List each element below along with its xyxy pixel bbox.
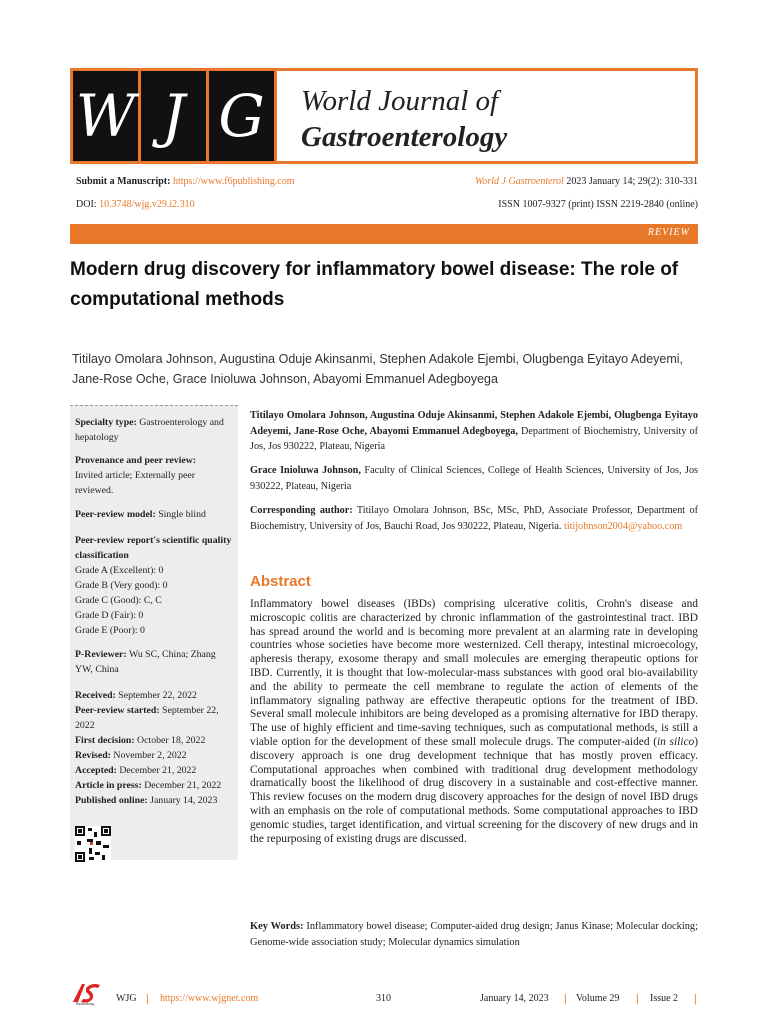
accepted-date — [75, 763, 235, 778]
masthead-letter: G — [218, 82, 265, 150]
in-press-date — [75, 778, 235, 793]
submit-line — [76, 176, 295, 187]
grade-entry: Grade C (Good): C, C — [75, 595, 162, 606]
corresponding-author — [250, 503, 698, 534]
doi-line — [76, 199, 195, 210]
abstract-text-part1: Inflammatory bowel diseases (IBDs) comprising ulcerative colitis, Crohn's disease and microscopic colitis are characterized by chronic inflammation of the gastrointestinal tract. IBD has spread around the world and is becoming more prevalent at an alarming rate in developing countries whose societies have become more westernized. Cell therapy, intestinal microecology, apheresis therapy, exosome therapy and small molecules are emerging therapeutic options for IBD. Currently, it is thought that low-molecular-mass substances with good oral bio-availability and the ability to permeate the cell membrane to regulate the action of elements of the inflammatory signaling pathway are effective therapeutic options for the treatment of IBD. Several small molecule inhibitors are being developed as a promising alternative for IBD therapy. The use of highly efficient and time-saving techniques, such as computational methods, is still a viable option for the development of these small molecule drugs. The computer-aided ( — [250, 598, 698, 748]
revised-date — [75, 748, 235, 763]
provenance-value: Invited article; Externally peer reviewed. — [75, 470, 195, 496]
abstract-text-part2: ) discovery approach is one drug development technique that has mostly proven efficacy. Computational approaches when combined with traditional drug development methodology dramatically boost the likelihood of drug discovery in a sustainable and cost-effective manner. This review focuses on the modern drug discovery approaches for the design of novel IBD drugs with an emphasis on the role of computational methods. Some computational approaches to IBD genomic studies, target identification, and virtual screening for the discovery of new drugs and in the repurposing of existing drugs are discussed. — [250, 735, 699, 845]
accepted-value: December 21, 2022 — [119, 765, 197, 776]
press-value: December 21, 2022 — [144, 780, 222, 791]
model-value: Single blind — [158, 509, 206, 520]
received-value: September 22, 2022 — [118, 690, 197, 701]
provenance-label: Provenance and peer review: — [75, 455, 197, 466]
online-value: January 14, 2023 — [150, 795, 218, 806]
footer-date: January 14, 2023 — [480, 993, 549, 1004]
footer-separator: | — [146, 991, 149, 1005]
online-label: Published online: — [75, 795, 148, 806]
provenance — [75, 453, 235, 498]
citation-journal: World J Gastroenterol — [474, 176, 564, 187]
article-title: Modern drug discovery for inflammatory bowel disease: The role of computational methods — [70, 259, 679, 310]
first-label: First decision: — [75, 735, 135, 746]
section-label: REVIEW — [647, 227, 690, 238]
footer-url-link[interactable]: https://www.wjgnet.com — [160, 993, 259, 1004]
quality-classification — [75, 533, 235, 638]
grade-entry: Grade B (Very good): 0 — [75, 580, 168, 591]
peer-review-model — [75, 507, 235, 522]
key-words — [250, 919, 698, 951]
masthead-letter: J — [161, 82, 186, 150]
key-words-label: Key Words: — [250, 921, 304, 932]
masthead-letter-block — [141, 71, 209, 161]
key-words-text: Inflammatory bowel disease; Computer-aided drug design; Janus Kinase; Molecular docking; Genome-wide association study; Molecular dynamics simulation — [250, 921, 698, 948]
corresponding-email[interactable]: titijohnson2004@yahoo.com — [563, 520, 683, 532]
masthead-letter-block — [73, 71, 141, 161]
affiliation-2 — [250, 463, 698, 494]
affiliation-2-text: Faculty of Clinical Sciences, College of Health Sciences, University of Jos, Jos 930222, Plateau, Nigeria — [250, 465, 699, 492]
affiliation-1 — [250, 408, 698, 455]
doi-link[interactable]: 10.3748/wjg.v29.i2.310 — [99, 199, 195, 210]
history-dates — [75, 688, 235, 808]
grade-entry: Grade E (Poor): 0 — [75, 625, 145, 636]
abstract-body — [250, 598, 698, 846]
citation-line — [475, 176, 698, 187]
footer-volume: Volume 29 — [576, 993, 620, 1004]
received-label: Received: — [75, 690, 116, 701]
footer-journal: WJG — [116, 993, 137, 1004]
author-list: Titilayo Omolara Johnson, Augustina Oduje Akinsanmi, Stephen Adakole Ejembi, Olugbenga Eyitayo Adeyemi, Jane-Rose Oche, Grace Inioluwa Johnson, Abayomi Emmanuel Adegboyega — [72, 352, 684, 386]
started-value: September 22, 2022 — [75, 705, 219, 731]
article-info-sidebar — [70, 405, 238, 860]
review-started-date — [75, 703, 235, 733]
qr-code-icon[interactable] — [75, 826, 111, 862]
accepted-label: Accepted: — [75, 765, 117, 776]
abstract-heading: Abstract — [250, 573, 311, 590]
revised-label: Revised: — [75, 750, 111, 761]
corresponding-label: Corresponding author: — [250, 505, 353, 516]
masthead-letter: W — [75, 82, 136, 150]
specialty-value: Gastroenterology and hepatology — [75, 417, 224, 443]
footer-issue: Issue 2 — [650, 993, 679, 1004]
journal-masthead — [70, 68, 698, 164]
specialty-type — [75, 415, 235, 445]
masthead-letter-block — [209, 71, 277, 161]
footer-separator: | — [636, 991, 639, 1005]
press-label: Article in press: — [75, 780, 142, 791]
corresponding-text: Titilayo Omolara Johnson, BSc, MSc, PhD, Associate Professor, Department of Biochemistry, University of Jos, Bauchi Road, Jos 930222, Plateau, Nigeria. — [250, 505, 698, 532]
first-decision-date — [75, 733, 235, 748]
grade-entry: Grade A (Excellent): 0 — [75, 565, 164, 576]
started-label: Peer-review started: — [75, 705, 160, 716]
footer-separator: | — [694, 991, 697, 1005]
affiliation-2-names: Grace Inioluwa Johnson, — [250, 465, 361, 476]
abstract-italic-term: in silico — [657, 735, 695, 748]
received-date — [75, 688, 235, 703]
svg-text:Baishideng: Baishideng — [76, 1001, 94, 1006]
published-online-date — [75, 793, 235, 808]
publisher-logo-icon — [70, 980, 106, 1006]
p-reviewer — [75, 647, 235, 677]
revised-value: November 2, 2022 — [113, 750, 187, 761]
grade-entry: Grade D (Fair): 0 — [75, 610, 144, 621]
submit-link[interactable]: https://www.f6publishing.com — [172, 176, 295, 187]
submit-label: Submit a Manuscript: — [76, 176, 171, 187]
first-value: October 18, 2022 — [137, 735, 206, 746]
affiliation-1-text: Department of Biochemistry, University of Jos, Jos 930222, Plateau, Nigeria — [250, 425, 698, 452]
reviewer-label: P-Reviewer: — [75, 649, 127, 660]
issn-line: ISSN 1007-9327 (print) ISSN 2219-2840 (online) — [498, 199, 698, 210]
footer-separator: | — [564, 991, 567, 1005]
affiliation-1-names: Titilayo Omolara Johnson, Augustina Oduje Akinsanmi, Stephen Adakole Ejembi, Olugbenga Eyitayo Adeyemi, Jane-Rose Oche, Abayomi Emmanuel Adegboyega, — [250, 410, 698, 437]
report-label: Peer-review report's scientific quality classification — [75, 535, 232, 561]
doi-label: DOI: — [76, 199, 97, 210]
reviewer-value: Wu SC, China; Zhang YW, China — [75, 649, 216, 675]
page-number: 310 — [376, 993, 391, 1004]
journal-name-line2: Gastroenterology — [301, 121, 508, 153]
model-label: Peer-review model: — [75, 509, 156, 520]
specialty-label: Specialty type: — [75, 417, 137, 428]
page-footer — [70, 992, 698, 1012]
section-band — [70, 224, 698, 244]
journal-name-line1: World Journal of — [301, 85, 499, 117]
citation-details: 2023 January 14; 29(2): 310-331 — [566, 176, 698, 187]
